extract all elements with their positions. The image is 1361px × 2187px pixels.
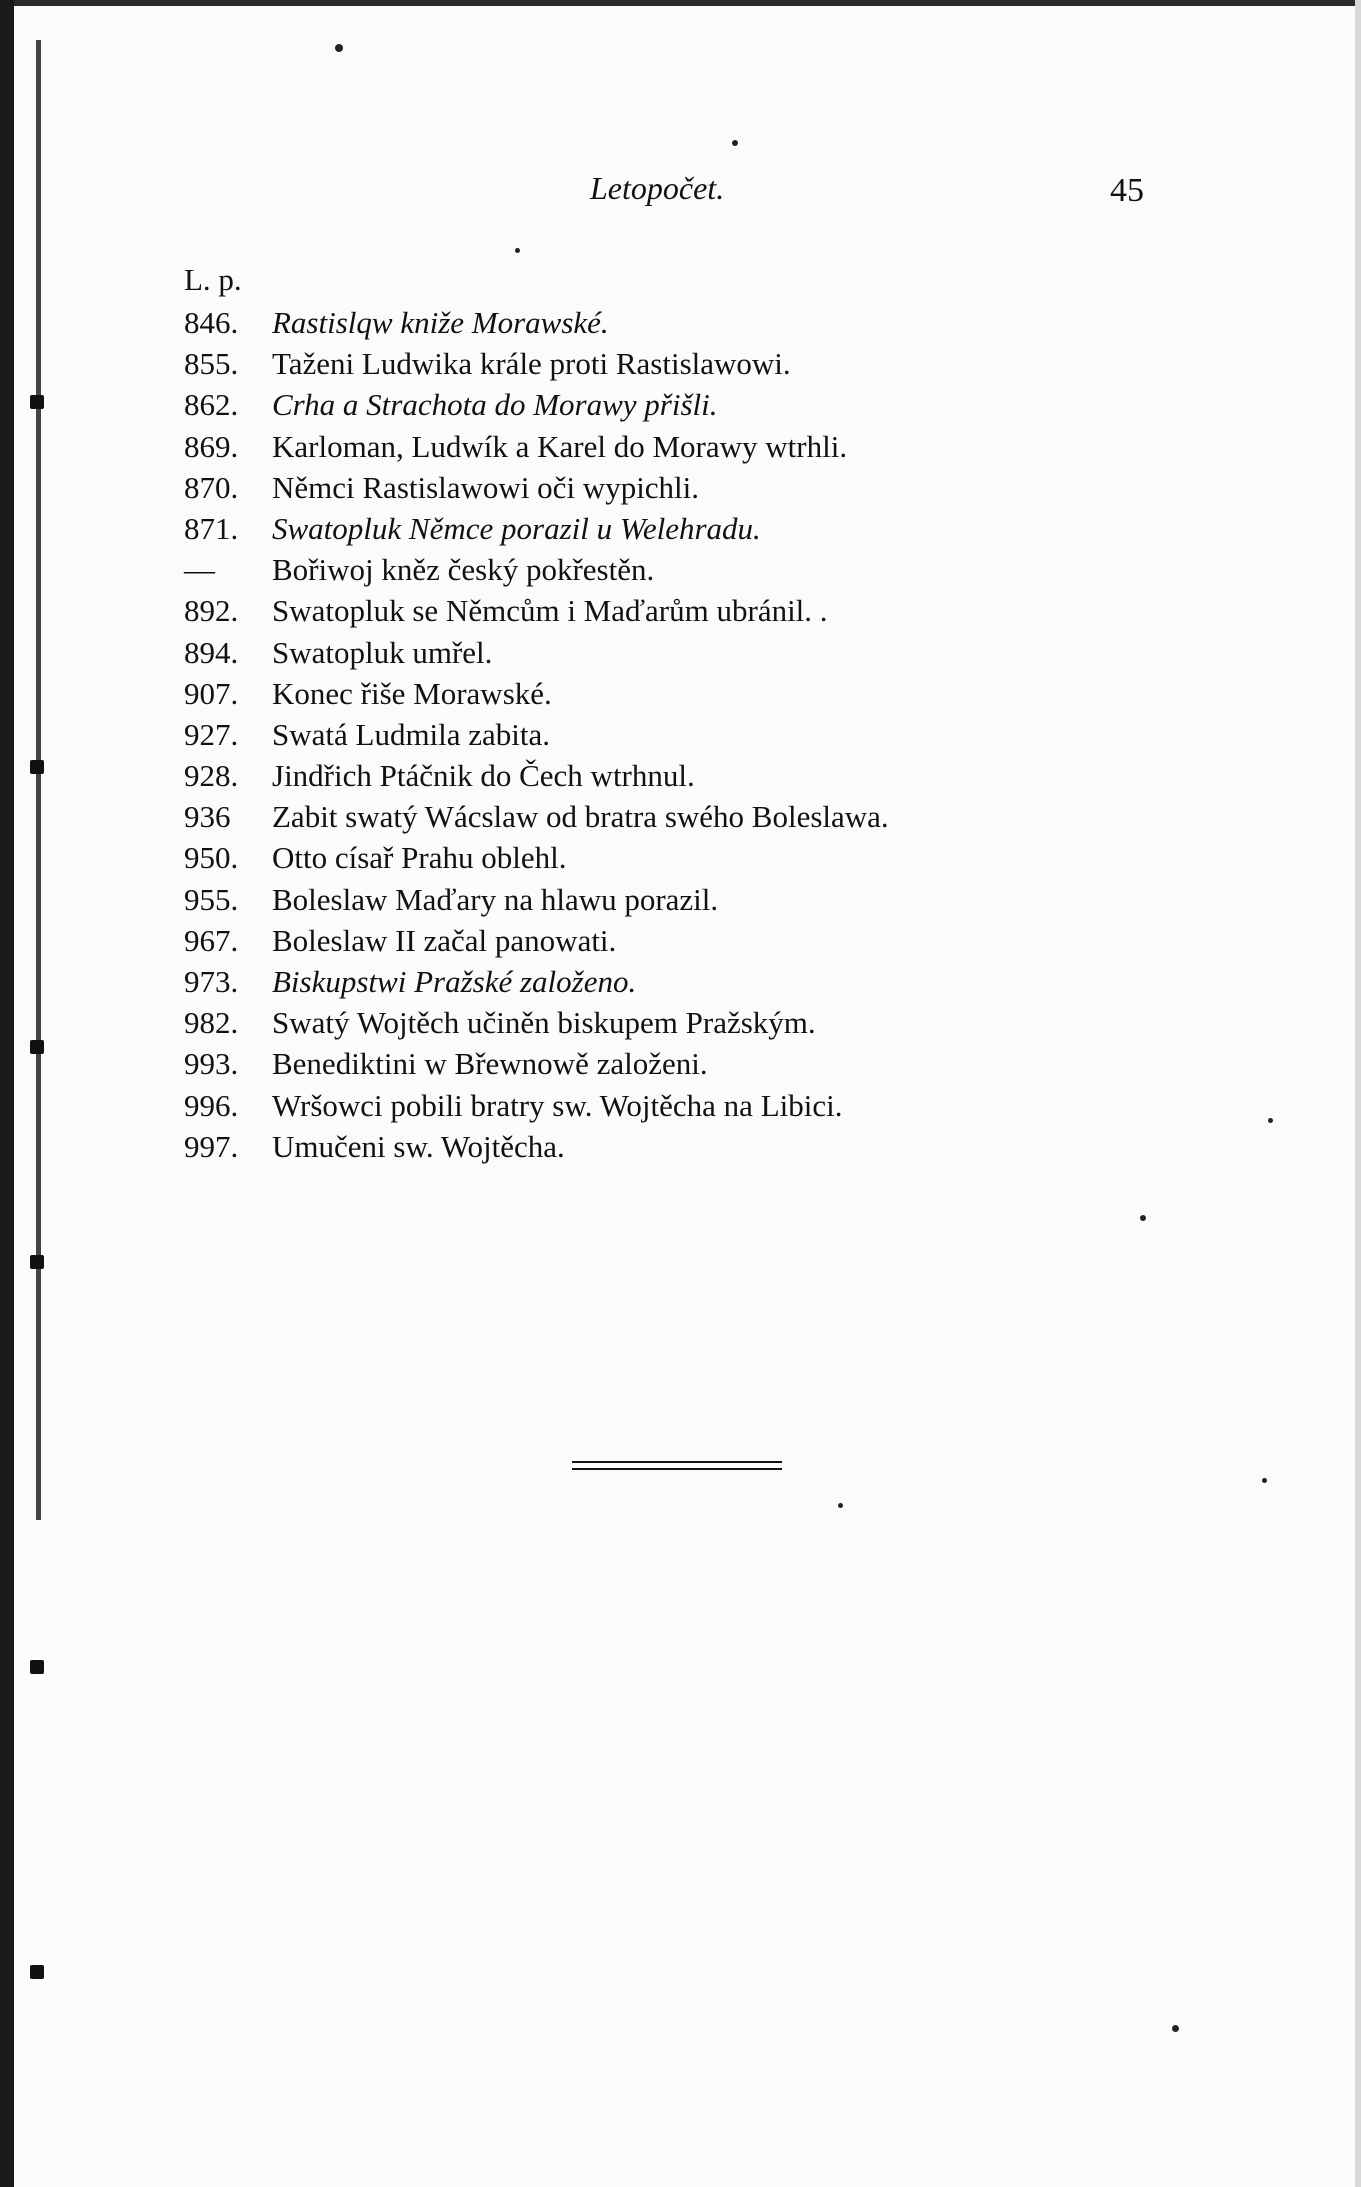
entry-event: Swatý Wojtěch učiněn biskupem Pražským. — [272, 1005, 816, 1041]
entry-year: 955. — [184, 881, 239, 917]
entry-event: Rastislqw kniže Morawské. — [272, 305, 609, 340]
gutter-mark — [30, 1660, 44, 1674]
entry-year: 997. — [184, 1128, 239, 1164]
entry-year: 871. — [184, 510, 239, 546]
scan-speck — [1268, 1118, 1273, 1123]
chronology-entry — [184, 590, 1184, 631]
chronology-entry — [184, 796, 1184, 837]
chronology-entry — [184, 755, 1184, 796]
scan-speck — [838, 1503, 843, 1508]
binding-gutter — [36, 40, 41, 1520]
entry-year: 870. — [184, 469, 239, 505]
chronology-entry — [184, 714, 1184, 755]
entry-year: 973. — [184, 964, 239, 999]
scan-speck — [1262, 1478, 1267, 1483]
entry-event: Boleslaw II začal panowati. — [272, 922, 617, 958]
entry-event: Zabit swatý Wácslaw od bratra swého Boleslawa. — [272, 799, 889, 835]
scan-speck — [1140, 1215, 1146, 1221]
gutter-mark — [30, 760, 44, 774]
entry-year: 950. — [184, 840, 239, 876]
chronology-entry — [184, 961, 1184, 1002]
entry-event: Swatá Ludmila zabita. — [272, 716, 551, 752]
entry-event: Boleslaw Maďary na hlawu porazil. — [272, 881, 719, 917]
entry-event: Otto císař Prahu oblehl. — [272, 840, 567, 876]
entry-year: 892. — [184, 593, 239, 629]
entry-event: Karloman, Ludwík a Karel do Morawy wtrhli. — [272, 428, 848, 464]
chronology-entry — [184, 467, 1184, 508]
chronology-entry — [184, 508, 1184, 549]
chronology-entry — [184, 632, 1184, 673]
chronology-entry — [184, 549, 1184, 590]
scan-speck — [732, 140, 738, 146]
chronology-entry — [184, 1043, 1184, 1084]
gutter-mark — [30, 1040, 44, 1054]
running-header-title: Letopočet. — [590, 170, 725, 206]
page-number: 45 — [1110, 172, 1144, 209]
chronology-entry — [184, 302, 1184, 343]
entry-event: Konec řiše Morawské. — [272, 675, 552, 711]
chronology-entry — [184, 920, 1184, 961]
entry-year: 936 — [184, 799, 231, 835]
entry-year: 982. — [184, 1005, 239, 1041]
entry-event: Jindřich Ptáčnik do Čech wtrhnul. — [272, 758, 695, 794]
chronology-entry — [184, 426, 1184, 467]
entry-year: 927. — [184, 716, 239, 752]
entry-event: Taženi Ludwika krále proti Rastislawowi. — [272, 346, 791, 382]
entry-year: 894. — [184, 634, 239, 670]
end-rule-top — [572, 1461, 782, 1463]
chronology-entry — [184, 879, 1184, 920]
entry-event: Němci Rastislawowi oči wypichli. — [272, 469, 700, 505]
chronology-entry — [184, 1085, 1184, 1126]
scan-speck — [1172, 2025, 1179, 2032]
scan-edge-right — [1355, 0, 1361, 2187]
list-heading: L. p. — [184, 262, 242, 297]
entry-year: 869. — [184, 428, 239, 464]
entry-event: Swatopluk umřel. — [272, 634, 493, 670]
scan-edge-left — [0, 0, 14, 2187]
entry-year: 993. — [184, 1046, 239, 1082]
end-rule-bottom — [572, 1468, 782, 1470]
chronology-entry — [184, 673, 1184, 714]
scan-speck — [515, 248, 520, 253]
entry-event: Crha a Strachota do Morawy přišli. — [272, 387, 718, 423]
entry-year: 967. — [184, 922, 239, 958]
entry-year: — — [184, 552, 215, 588]
entry-event: Biskupstwi Pražské založeno. — [272, 964, 637, 999]
gutter-mark — [30, 395, 44, 409]
entry-event: Bořiwoj kněz český pokřestěn. — [272, 552, 655, 588]
entry-year: 996. — [184, 1087, 239, 1123]
entry-year: 855. — [184, 346, 239, 382]
gutter-mark — [30, 1255, 44, 1269]
chronology-list — [184, 302, 1184, 1167]
chronology-entry — [184, 384, 1184, 425]
scan-speck — [335, 44, 343, 52]
entry-year: 907. — [184, 675, 239, 711]
entry-event: Benediktini w Břewnowě založeni. — [272, 1046, 708, 1082]
entry-event: Wršowci pobili bratry sw. Wojtěcha na Libici. — [272, 1087, 843, 1123]
chronology-entry — [184, 343, 1184, 384]
entry-event: Swatopluk se Němcům i Maďarům ubránil. . — [272, 593, 828, 629]
entry-event: Swatopluk Němce porazil u Welehradu. — [272, 510, 761, 546]
scan-edge-top — [0, 0, 1361, 6]
entry-year: 928. — [184, 758, 239, 794]
chronology-entry — [184, 1002, 1184, 1043]
chronology-entry — [184, 837, 1184, 878]
gutter-mark — [30, 1965, 44, 1979]
entry-year: 862. — [184, 387, 239, 423]
chronology-entry — [184, 1126, 1184, 1167]
entry-event: Umučeni sw. Wojtěcha. — [272, 1128, 565, 1164]
entry-year: 846. — [184, 305, 239, 340]
